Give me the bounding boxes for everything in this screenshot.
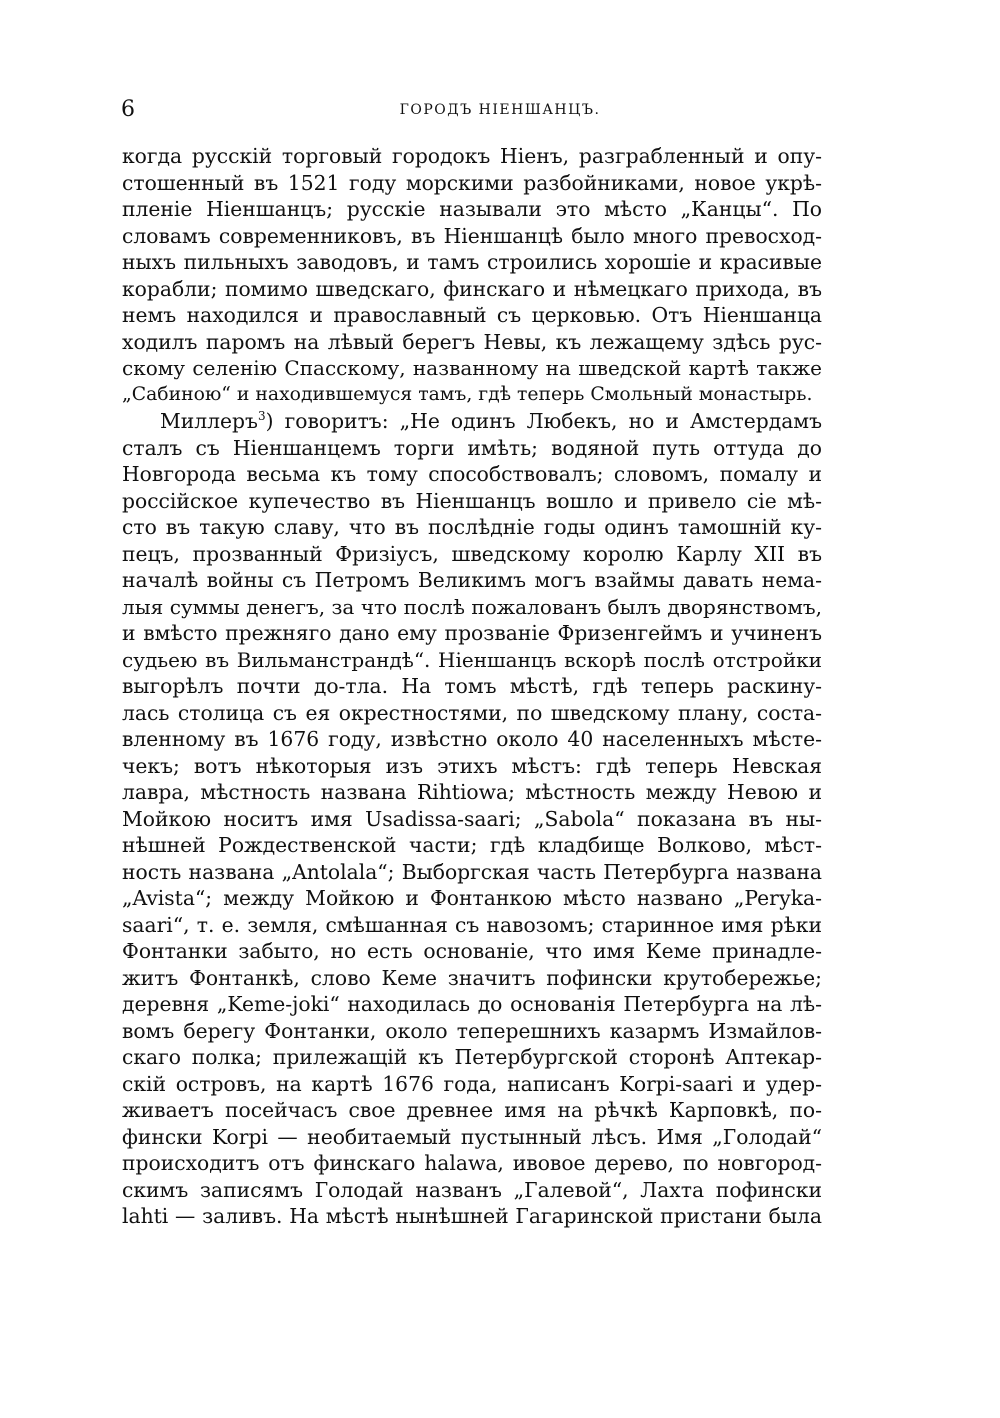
paragraph-1 bbox=[122, 143, 822, 408]
text-line: пленіе Ніеншанцъ; русскіе называли это мѣсто „Канцы“. По bbox=[122, 197, 822, 221]
running-title: ГОРОДЪ НІЕНШАНЦЪ. bbox=[399, 102, 601, 118]
text-line: лыя суммы денегъ, за что послѣ пожалованъ былъ дворянствомъ, bbox=[122, 594, 822, 619]
text-line: вленному въ 1676 году, извѣстно около 40 населенныхъ мѣсте- bbox=[122, 727, 822, 751]
text-line: скимъ записямъ Голодай названъ „Галевой“, Лахта пофински bbox=[122, 1177, 822, 1202]
text-line: Фонтанки забыто, но есть основаніе, что имя Кеме принадле- bbox=[122, 939, 822, 963]
text-line: корабли; помимо шведскаго, финскаго и нѣмецкаго прихода, въ bbox=[122, 276, 822, 301]
text-line: скому селенію Спасскому, названному на шведской картѣ также bbox=[122, 356, 822, 380]
text-line: немъ находился и православный съ церковью. Отъ Ніеншанца bbox=[122, 303, 822, 327]
text-line: когда русскій торговый городокъ Ніенъ, разграбленный и опу- bbox=[122, 144, 822, 168]
text-line: Новгорода весьма къ тому способствовалъ; словомъ, помалу и bbox=[122, 462, 822, 486]
text-line: лась столица съ ея окрестностями, по шведскому плану, соста- bbox=[122, 700, 822, 725]
text-line: судьею въ Вильманстрандѣ“. Ніеншанцъ вскорѣ послѣ отстройки bbox=[122, 647, 822, 672]
paragraph-2 bbox=[122, 408, 822, 1230]
text-line: „Сабиною“ и находившемуся тамъ, гдѣ теперь Смольный монастырь. bbox=[122, 383, 813, 405]
text-line: нѣшней Рождественской части; гдѣ кладбище Волково, мѣст- bbox=[122, 833, 822, 857]
text-line: Мойкою носитъ имя Usadissa-saari; „Sabola“ показана въ ны- bbox=[122, 806, 822, 831]
paragraph-start: Миллеръ bbox=[160, 409, 258, 433]
text-line: началѣ войны съ Петромъ Великимъ могъ взаймы давать нема- bbox=[122, 568, 822, 592]
text-line: чекъ; вотъ нѣкоторыя изъ этихъ мѣстъ: гдѣ теперь Невская bbox=[122, 753, 822, 778]
text-line: деревня „Keme-joki“ находилась до основанія Петербурга на лѣ- bbox=[122, 992, 822, 1016]
text-line: скаго полка; прилежащій къ Петербургской сторонѣ Аптекар- bbox=[122, 1045, 822, 1069]
text-line: ныхъ пильныхъ заводовъ, и тамъ строились хорошіе и красивые bbox=[122, 250, 822, 274]
text-line: скій островъ, на картѣ 1676 года, написанъ Korpi-saari и удер- bbox=[122, 1071, 822, 1096]
text-line: сталъ съ Ніеншанцемъ торги имѣть; водяной путь оттуда до bbox=[122, 435, 822, 460]
page-number: 6 bbox=[121, 97, 135, 122]
text-line: стошенный въ 1521 году морскими разбойниками, новое укрѣ- bbox=[122, 170, 822, 195]
text-line: ность названа „Antolala“; Выборгская часть Петербурга названа bbox=[122, 859, 822, 884]
paragraph-start-rest: ) говоритъ: „Не одинъ Любекъ, но и Амстердамъ bbox=[265, 409, 822, 433]
text-line: лавра, мѣстность названа Rihtiowa; мѣстность между Невою и bbox=[122, 780, 822, 804]
text-line bbox=[122, 408, 822, 435]
text-line: фински Korpi — необитаемый пустынный лѣсъ. Имя „Голодай“ bbox=[122, 1124, 822, 1149]
text-line: ходилъ паромъ на лѣвый берегъ Невы, къ лежащему здѣсь рус- bbox=[122, 329, 822, 354]
text-line: сто въ такую славу, что въ послѣдніе годы одинъ тамошній ку- bbox=[122, 515, 822, 539]
text-line: выгорѣлъ почти до-тла. На томъ мѣстѣ, гдѣ теперь раскину- bbox=[122, 674, 822, 698]
text-line: пецъ, прозванный Фризіусъ, шведскому королю Карлу XII въ bbox=[122, 541, 822, 566]
body-text bbox=[122, 143, 822, 1230]
text-line: и вмѣсто прежняго дано ему прозваніе Фризенгеймъ и учиненъ bbox=[122, 621, 822, 645]
text-line: вомъ берегу Фонтанки, около теперешнихъ казармъ Измайлов- bbox=[122, 1018, 822, 1043]
text-line: россійское купечество въ Ніеншанцъ вошло и привело сіе мѣ- bbox=[122, 488, 822, 513]
footnote-reference: 3 bbox=[257, 409, 266, 424]
text-line: живаетъ посейчасъ свое древнее имя на рѣчкѣ Карповкѣ, по- bbox=[122, 1098, 822, 1122]
text-line: „Avista“; между Мойкою и Фонтанкою мѣсто названо „Perуka- bbox=[122, 886, 822, 910]
text-line: saari“, т. е. земля, смѣшанная съ навозомъ; старинное имя рѣки bbox=[122, 912, 822, 937]
text-line: словамъ современниковъ, въ Ніеншанцѣ было много превосход- bbox=[122, 223, 822, 248]
text-line: житъ Фонтанкѣ, слово Кеме значитъ пофински крутобережье; bbox=[122, 965, 822, 990]
text-line: происходитъ отъ финскаго halawa, ивовое дерево, по новгород- bbox=[122, 1151, 822, 1175]
text-line: lahti — заливъ. На мѣстѣ нынѣшней Гагаринской пристани была bbox=[122, 1204, 822, 1228]
